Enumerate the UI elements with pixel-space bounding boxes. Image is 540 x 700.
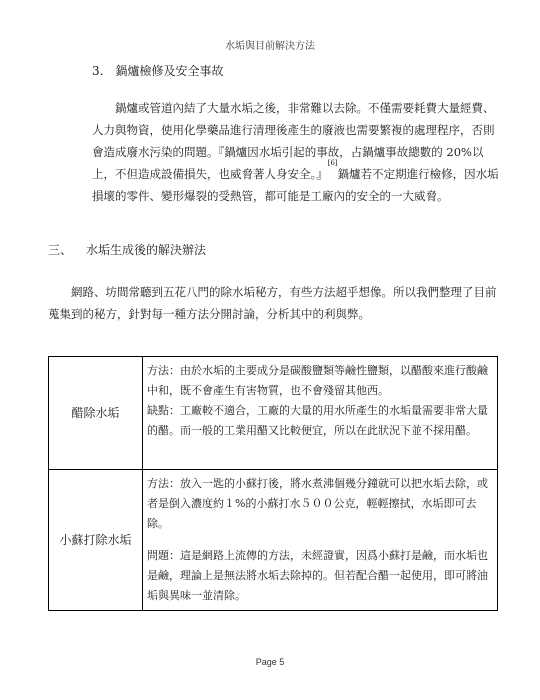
- method-text: 方法：放入一匙的小蘇打後，將水煮沸個幾分鐘就可以把水垢去除，或者是倒入濃度約１%的小蘇打水５００公克，輕輕擦拭，水垢即可去除。: [147, 477, 488, 530]
- page-number: Page 5: [255, 657, 285, 667]
- method-description-cell: [143, 470, 498, 611]
- section-heading-boiler-safety: 3. 鍋爐檢修及安全事故: [92, 64, 224, 78]
- part-heading-solutions: [48, 241, 206, 258]
- citation-ref: [6]: [327, 159, 338, 167]
- boiler-safety-paragraph: [92, 97, 502, 207]
- method-description-cell: [143, 357, 498, 470]
- boiler-safety-text-b: 鍋爐若不定期進行檢修，因水垢損壞的零件、變形爆裂的受熱管，都可能是工廠內的安全的一大威脅。: [92, 167, 499, 203]
- method-name-cell: 醋除水垢: [49, 357, 143, 470]
- solutions-intro-paragraph: 網路、坊間常聽到五花八門的除水垢秘方，有些方法超乎想像。所以我們整理了目前蒐集到的秘方，針對每一種方法分開討論，分析其中的利與弊。: [48, 285, 497, 321]
- method-issue-text: 缺點：工廠較不適合，工廠的大量的用水所產生的水垢量需要非常大量的醋。而一般的工業用醋又比較便宜，所以在此狀況下並不採用醋。: [147, 404, 488, 437]
- boiler-safety-text-a: 鍋爐或管道內結了大量水垢之後，非常難以去除。不僅需要耗費大量經費、人力與物資，使用化學藥品進行清理後產生的廢液也需要繁複的處理程序，否則會造成廢水污染的問題。『鍋爐因水垢引起的事故，占鍋爐事故總數的 20%以上，不但造成設備損失，也威脅著人身安全。』: [92, 101, 495, 181]
- running-header: 水垢與目前解決方法: [225, 41, 315, 52]
- method-name-cell: 小蘇打除水垢: [49, 470, 143, 611]
- method-issue-text: 問題：這是網路上流傳的方法，未經證實，因爲小蘇打是鹼，而水垢也是鹼，理論上是無法將水垢去除掉的。但若配合醋一起使用，即可將油垢與異味一並清除。: [147, 549, 488, 602]
- part-title: 水垢生成後的解決辦法: [86, 243, 207, 257]
- method-text: 方法：由於水垢的主要成分是碳酸鹽類等鹼性鹽類，以醋酸來進行酸鹼中和，既不會產生有害物質，也不會殘留其他西。: [147, 364, 488, 397]
- table-row: [49, 470, 498, 611]
- part-number: 三、: [48, 243, 73, 257]
- table-row: [49, 357, 498, 470]
- paragraph-gap: [147, 534, 491, 546]
- methods-table: [48, 356, 498, 611]
